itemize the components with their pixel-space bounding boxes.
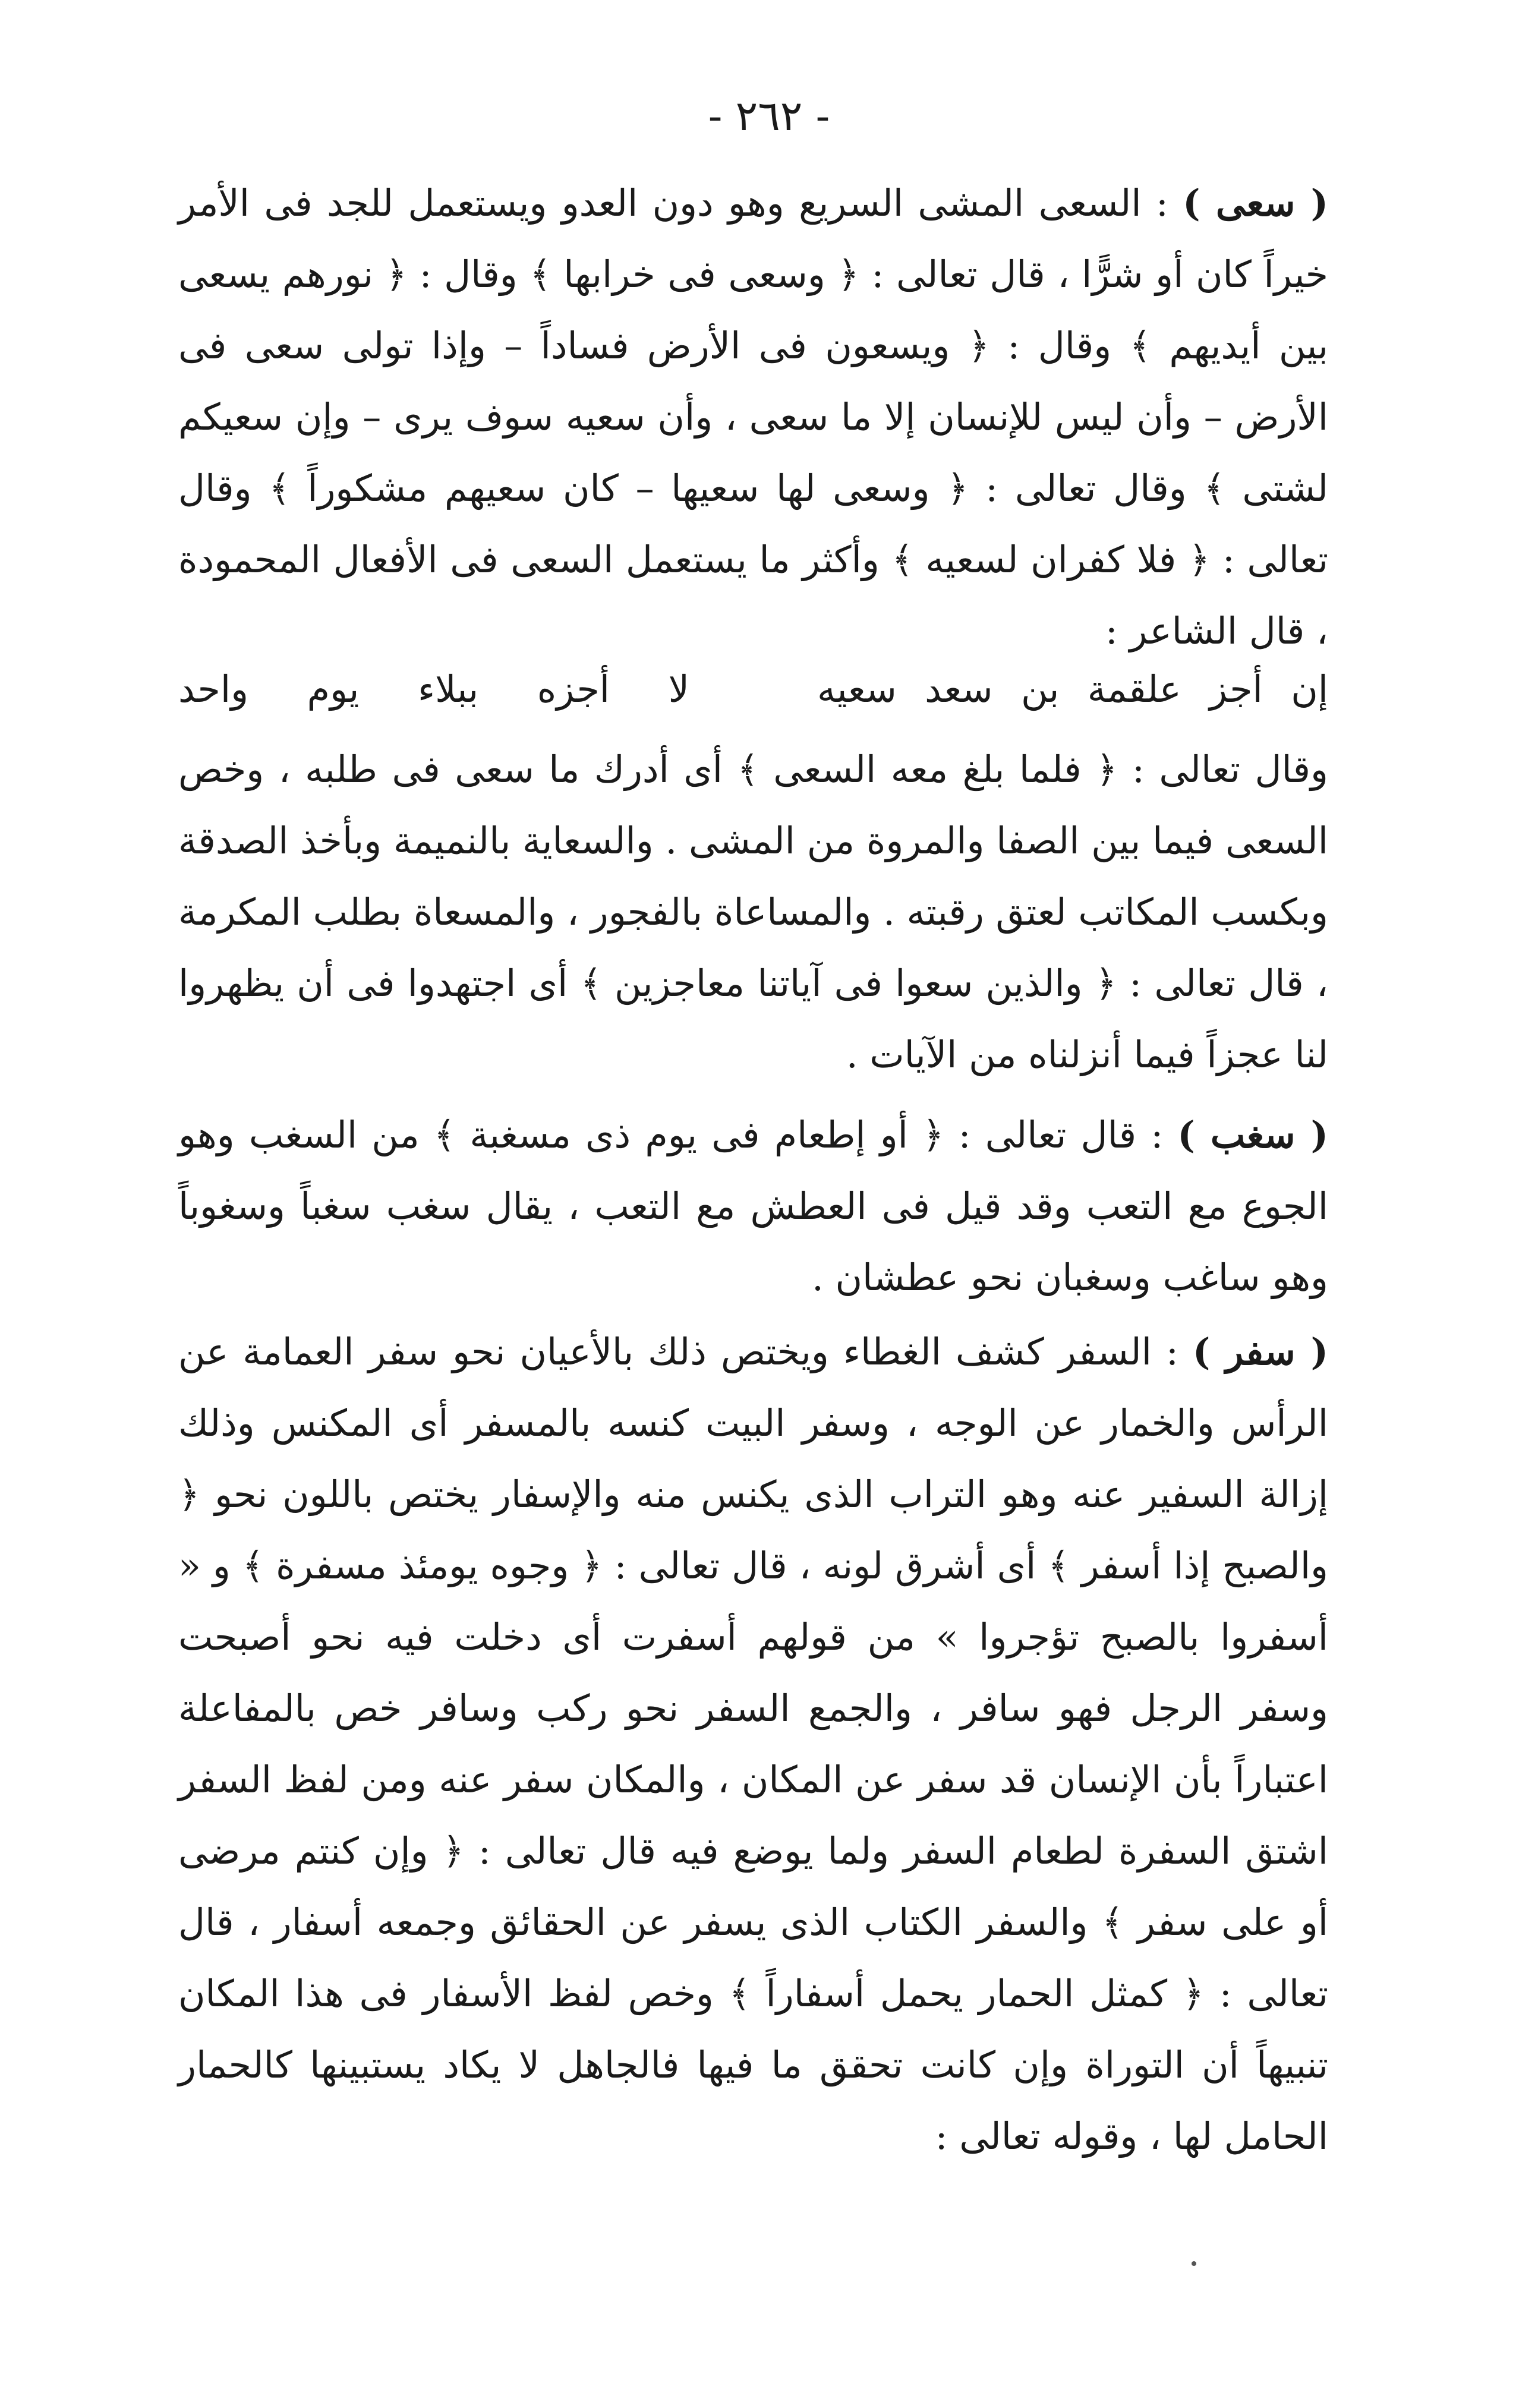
entry-saghab	[178, 1099, 1328, 1313]
entry-saa-paragraph	[178, 168, 1328, 667]
verse-first-hemistich: إن أجز علقمة بن سعد سعيه	[817, 667, 1328, 711]
entry-saa-text: : السعى المشى السريع وهو دون العدو ويستعمل للجد فى الأمر خيراً كان أو شرًّا ، قال تعالى : ﴿ وسعى فى خرابها ﴾ وقال : ﴿ نورهم يسعى بين أيديهم ﴾ وقال : ﴿ ويسعون فى الأرض فساداً – وإذا تولى سعى فى الأرض – وأن ليس للإنسان إلا ما سعى ، وأن سعيه سوف يرى – وإن سعيكم لشتى ﴾ وقال تعالى : ﴿ وسعى لها سعيها – كان سعيهم مشكوراً ﴾ وقال تعالى : ﴿ فلا كفران لسعيه ﴾ وأكثر ما يستعمل السعى فى الأفعال المحمودة ، قال الشاعر :	[178, 181, 1329, 653]
entry-saa-heading: ( سعى )	[1183, 181, 1328, 225]
entry-safar-text: : السفر كشف الغطاء ويختص ذلك بالأعيان نحو سفر العمامة عن الرأس والخمار عن الوجه ، وسفر البيت كنسه بالمسفر أى المكنس وذلك إزالة السفير عنه وهو التراب الذى يكنس منه والإسفار يختص باللون نحو ﴿ والصبح إذا أسفر ﴾ أى أشرق لونه ، قال تعالى : ﴿ وجوه يومئذ مسفرة ﴾ و « أسفروا بالصبح تؤجروا » من قولهم أسفرت أى دخلت فيه نحو أصبحت وسفر الرجل فهو سافر ، والجمع السفر نحو ركب وسافر خص بالمفاعلة اعتباراً بأن الإنسان قد سفر عن المكان ، والمكان سفر عنه ومن لفظ السفر اشتق السفرة لطعام السفر ولما يوضع فيه قال تعالى : ﴿ وإن كنتم مرضى أو على سفر ﴾ والسفر الكتاب الذى يسفر عن الحقائق وجمعه أسفار ، قال تعالى : ﴿ كمثل الحمار يحمل أسفاراً ﴾ وخص لفظ الأسفار فى هذا المكان تنبيهاً أن التوراة وإن كانت تحقق ما فيها فالجاهل لا يكاد يستبينها كالحمار الحامل لها ، وقوله تعالى :	[178, 1330, 1328, 2158]
scan-speck	[1192, 2261, 1196, 2266]
page-number: - ٢٦٢ -	[708, 92, 830, 140]
entry-saghab-paragraph	[178, 1099, 1328, 1313]
entry-saa-continued-paragraph: وقال تعالى : ﴿ فلما بلغ معه السعى ﴾ أى أدرك ما سعى فى طلبه ، وخص السعى فيما بين الصفا والمروة من المشى . والسعاية بالنميمة وبأخذ الصدقة وبكسب المكاتب لعتق رقبته . والمساعاة بالفجور ، والمسعاة بطلب المكرمة ، قال تعالى : ﴿ والذين سعوا فى آياتنا معاجزين ﴾ أى اجتهدوا فى أن يظهروا لنا عجزاً فيما أنزلناه من الآيات .	[178, 748, 1328, 1076]
entry-saa	[178, 168, 1328, 667]
entry-saghab-heading: ( سغب )	[1177, 1113, 1328, 1156]
entry-saa-continued	[178, 734, 1328, 1090]
verse-second-hemistich: لا أجزه ببلاء يوم واحد	[178, 667, 689, 711]
entry-safar	[178, 1316, 1328, 2172]
entry-saghab-text: : قال تعالى : ﴿ أو إطعام فى يوم ذى مسغبة ﴾ من السغب وهو الجوع مع التعب وقد قيل فى العطش مع التعب ، يقال سغب سغباً وسغوباً وهو ساغب وسغبان نحو عطشان .	[178, 1113, 1328, 1299]
entry-safar-paragraph	[178, 1316, 1328, 2172]
entry-safar-heading: ( سفر )	[1192, 1330, 1328, 1373]
